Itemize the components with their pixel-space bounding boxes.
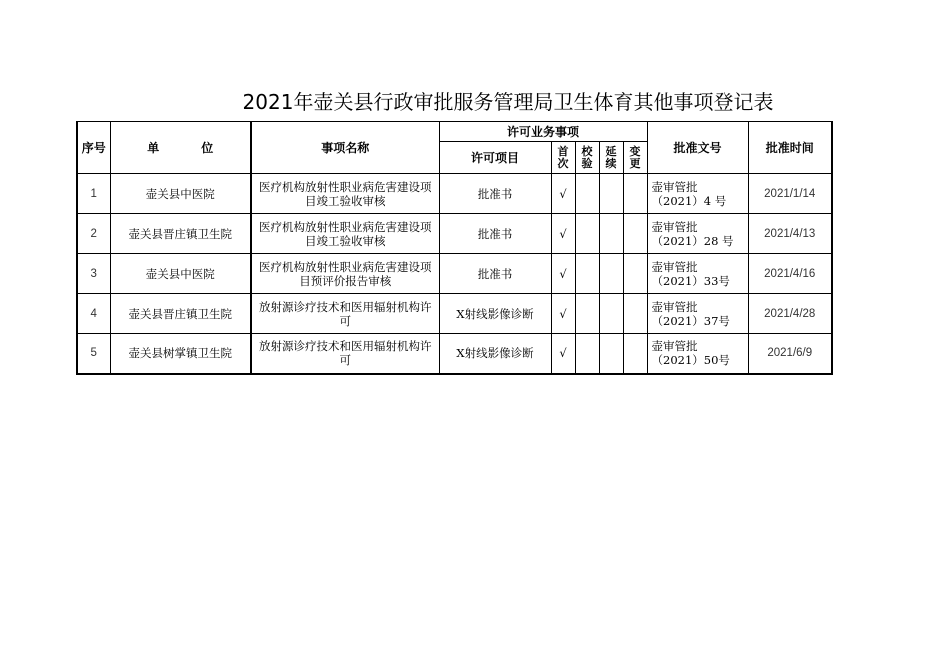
header-first: 首 次 xyxy=(551,142,575,174)
row-approve-time: 2021/4/13 xyxy=(748,214,832,254)
row-extend xyxy=(599,334,623,374)
row-approve-time: 2021/4/28 xyxy=(748,294,832,334)
row-seq: 4 xyxy=(77,294,110,334)
row-license-item: X射线影像诊断 xyxy=(439,294,551,334)
table-row xyxy=(77,214,832,254)
row-change xyxy=(623,254,647,294)
header-unit xyxy=(110,122,251,174)
row-doc-no: 壶审管批（2021）50号 xyxy=(647,334,748,374)
row-extend xyxy=(599,214,623,254)
header-seq: 序号 xyxy=(77,122,110,174)
sheet-title-text: 2021年壶关县行政审批服务管理局卫生体育其他事项登记表 xyxy=(242,90,774,114)
row-item-name: 放射源诊疗技术和医用辐射机构许可 xyxy=(251,294,439,334)
row-item-name: 医疗机构放射性职业病危害建设项目竣工验收审核 xyxy=(251,214,439,254)
row-license-item: 批准书 xyxy=(439,174,551,214)
header-unit-label: 单 位 xyxy=(147,141,214,155)
registration-table xyxy=(76,121,833,375)
row-approve-time: 2021/6/9 xyxy=(748,334,832,374)
header-license-item: 许可项目 xyxy=(439,142,551,174)
row-doc-no: 壶审管批（2021）33号 xyxy=(647,254,748,294)
row-seq: 2 xyxy=(77,214,110,254)
row-first: √ xyxy=(551,214,575,254)
row-check xyxy=(575,294,599,334)
row-change xyxy=(623,214,647,254)
table-row xyxy=(77,254,832,294)
row-unit: 壶关县晋庄镇卫生院 xyxy=(110,294,251,334)
row-doc-no: 壶审管批（2021）28 号 xyxy=(647,214,748,254)
table-body xyxy=(77,174,832,374)
sheet-title xyxy=(0,86,936,115)
row-check xyxy=(575,214,599,254)
row-first: √ xyxy=(551,334,575,374)
header-extend: 延 续 xyxy=(599,142,623,174)
row-license-item: 批准书 xyxy=(439,254,551,294)
row-item-name: 放射源诊疗技术和医用辐射机构许可 xyxy=(251,334,439,374)
row-check xyxy=(575,254,599,294)
header-doc-no: 批准文号 xyxy=(647,122,748,174)
row-unit: 壶关县中医院 xyxy=(110,254,251,294)
row-approve-time: 2021/4/16 xyxy=(748,254,832,294)
row-change xyxy=(623,334,647,374)
row-doc-no: 壶审管批（2021）4 号 xyxy=(647,174,748,214)
row-approve-time: 2021/1/14 xyxy=(748,174,832,214)
header-row-1 xyxy=(77,122,832,142)
table-row xyxy=(77,294,832,334)
row-first: √ xyxy=(551,294,575,334)
row-extend xyxy=(599,174,623,214)
header-approve-time: 批准时间 xyxy=(748,122,832,174)
row-check xyxy=(575,334,599,374)
row-extend xyxy=(599,254,623,294)
row-change xyxy=(623,174,647,214)
table-row xyxy=(77,334,832,374)
header-change: 变 更 xyxy=(623,142,647,174)
header-item-name: 事项名称 xyxy=(251,122,439,174)
header-check: 校 验 xyxy=(575,142,599,174)
row-doc-no: 壶审管批（2021）37号 xyxy=(647,294,748,334)
row-unit: 壶关县晋庄镇卫生院 xyxy=(110,214,251,254)
row-first: √ xyxy=(551,254,575,294)
row-first: √ xyxy=(551,174,575,214)
row-unit: 壶关县树掌镇卫生院 xyxy=(110,334,251,374)
row-seq: 5 xyxy=(77,334,110,374)
row-extend xyxy=(599,294,623,334)
row-license-item: 批准书 xyxy=(439,214,551,254)
row-license-item: X射线影像诊断 xyxy=(439,334,551,374)
row-change xyxy=(623,294,647,334)
header-license-group: 许可业务事项 xyxy=(439,122,647,142)
row-item-name: 医疗机构放射性职业病危害建设项目预评价报告审核 xyxy=(251,254,439,294)
table-row xyxy=(77,174,832,214)
row-item-name: 医疗机构放射性职业病危害建设项目竣工验收审核 xyxy=(251,174,439,214)
row-seq: 3 xyxy=(77,254,110,294)
row-unit: 壶关县中医院 xyxy=(110,174,251,214)
row-check xyxy=(575,174,599,214)
row-seq: 1 xyxy=(77,174,110,214)
